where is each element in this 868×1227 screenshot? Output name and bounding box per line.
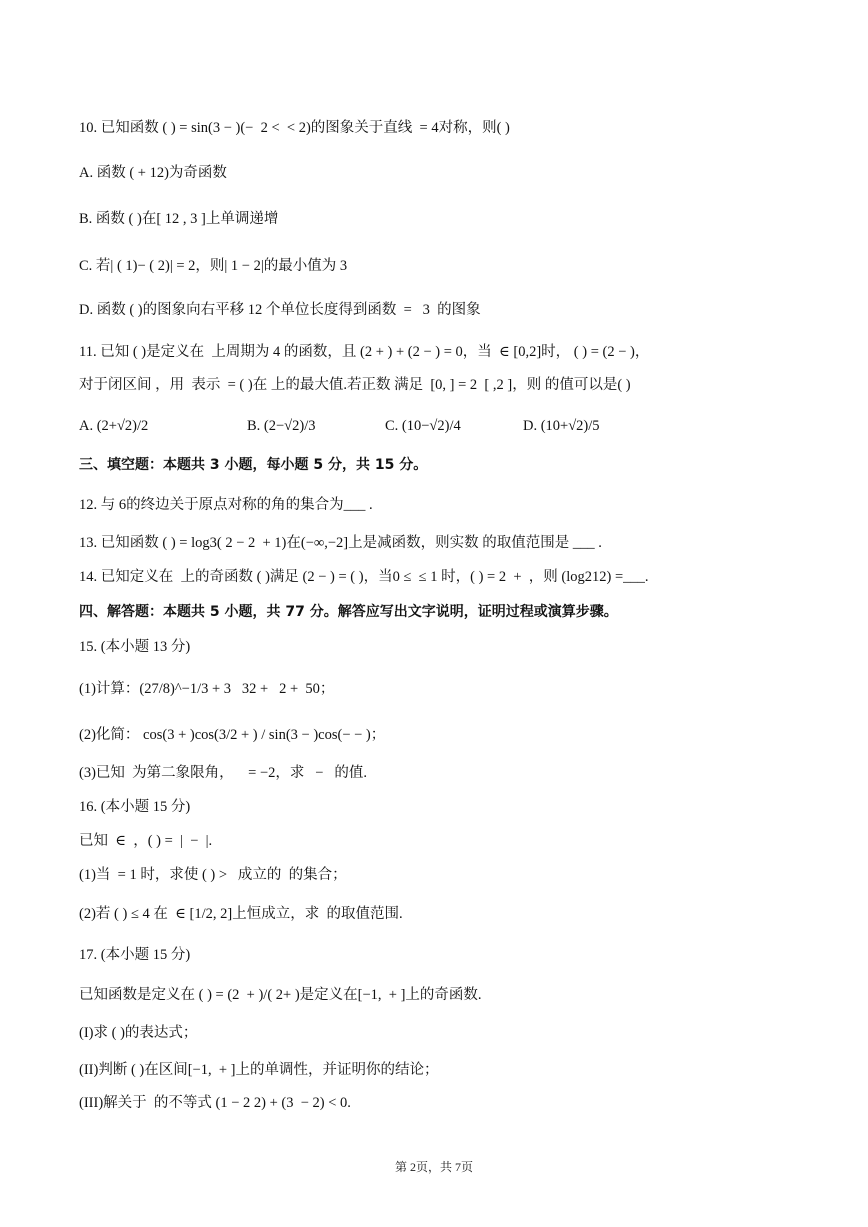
- question-11-stem-cont: 对于闭区间 ，用 表示 = ( )在 上的最大值.若正数 满足 [0, ] = 2 [ ,2 ]，则 的值可以是( ): [79, 377, 631, 393]
- question-17-part2: (II)判断 ( )在区间[−1, + ]上的单调性，并证明你的结论；: [79, 1062, 439, 1078]
- section-answer-heading: 四、解答题：本题共 5 小题，共 77 分。解答应写出文字说明，证明过程或演算步骤。: [79, 604, 618, 620]
- option-10b: B. 函数 ( )在[ 12 , 3 ]上单调递增: [79, 211, 279, 227]
- option-11b: B. (2−√2)/3: [247, 418, 316, 434]
- option-11a: A. (2+√2)/2: [79, 418, 149, 434]
- option-10a: A. 函数 ( + 12)为奇函数: [79, 165, 227, 181]
- question-15-title: 15. (本小题 13 分): [79, 639, 191, 655]
- section-fill-in-heading: 三、填空题：本题共 3 小题，每小题 5 分，共 15 分。: [79, 457, 428, 473]
- question-10-stem: 10. 已知函数 ( ) = sin(3 − )(− 2 < < 2)的图象关于直线 = 4对称，则( ): [79, 120, 510, 136]
- question-12: 12. 与 6的终边关于原点对称的角的集合为___ .: [79, 497, 373, 513]
- question-14: 14. 已知定义在 上的奇函数 ( )满足 (2 − ) = ( )，当0 ≤ ≤ 1 时，( ) = 2 + ，则 (log212) =___.: [79, 569, 649, 585]
- question-17-title: 17. (本小题 15 分): [79, 947, 191, 963]
- question-17-stem: 已知函数是定义在 ( ) = (2 + )/( 2+ )是定义在[−1, + ]上的奇函数.: [79, 987, 482, 1003]
- option-10d: D. 函数 ( )的图象向右平移 12 个单位长度得到函数 = 3 的图象: [79, 302, 481, 318]
- question-15-part2: (2)化简： cos(3 + )cos(3/2 + ) / sin(3 − )cos(− − )；: [79, 727, 386, 743]
- question-17-part1: (I)求 ( )的表达式；: [79, 1025, 198, 1041]
- question-16-part2: (2)若 ( ) ≤ 4 在 ∈ [1/2, 2]上恒成立，求 的取值范围.: [79, 906, 403, 922]
- page-footer: 第 2页，共 7页: [394, 1160, 473, 1174]
- question-17-part3: (III)解关于 的不等式 (1 − 2 2) + (3 − 2) < 0.: [79, 1095, 351, 1111]
- question-16-title: 16. (本小题 15 分): [79, 799, 191, 815]
- question-11-options: [79, 416, 828, 536]
- option-11d: D. (10+√2)/5: [523, 418, 600, 434]
- question-11-stem: 11. 已知 ( )是定义在 上周期为 4 的函数，且 (2 + ) + (2 − ) = 0，当 ∈ [0,2]时， ( ) = (2 − )，: [79, 344, 650, 360]
- question-15-part1: (1)计算：(27/8)^−1/3 + 3 32 + 2 + 50；: [79, 681, 335, 697]
- question-15-part3: (3)已知 为第二象限角， = −2，求 − 的值.: [79, 765, 367, 781]
- option-11c: C. (10−√2)/4: [385, 418, 461, 434]
- question-13: 13. 已知函数 ( ) = log3( 2 − 2 + 1)在(−∞,−2]上是减函数，则实数 的取值范围是 ___ .: [79, 535, 602, 551]
- question-16-part1: (1)当 = 1 时，求使 ( ) > 成立的 的集合；: [79, 867, 347, 883]
- option-10c: C. 若| ( 1)− ( 2)| = 2，则| 1 − 2|的最小值为 3: [79, 258, 348, 274]
- question-16-stem: 已知 ∈ ，( ) = | − |.: [79, 833, 213, 849]
